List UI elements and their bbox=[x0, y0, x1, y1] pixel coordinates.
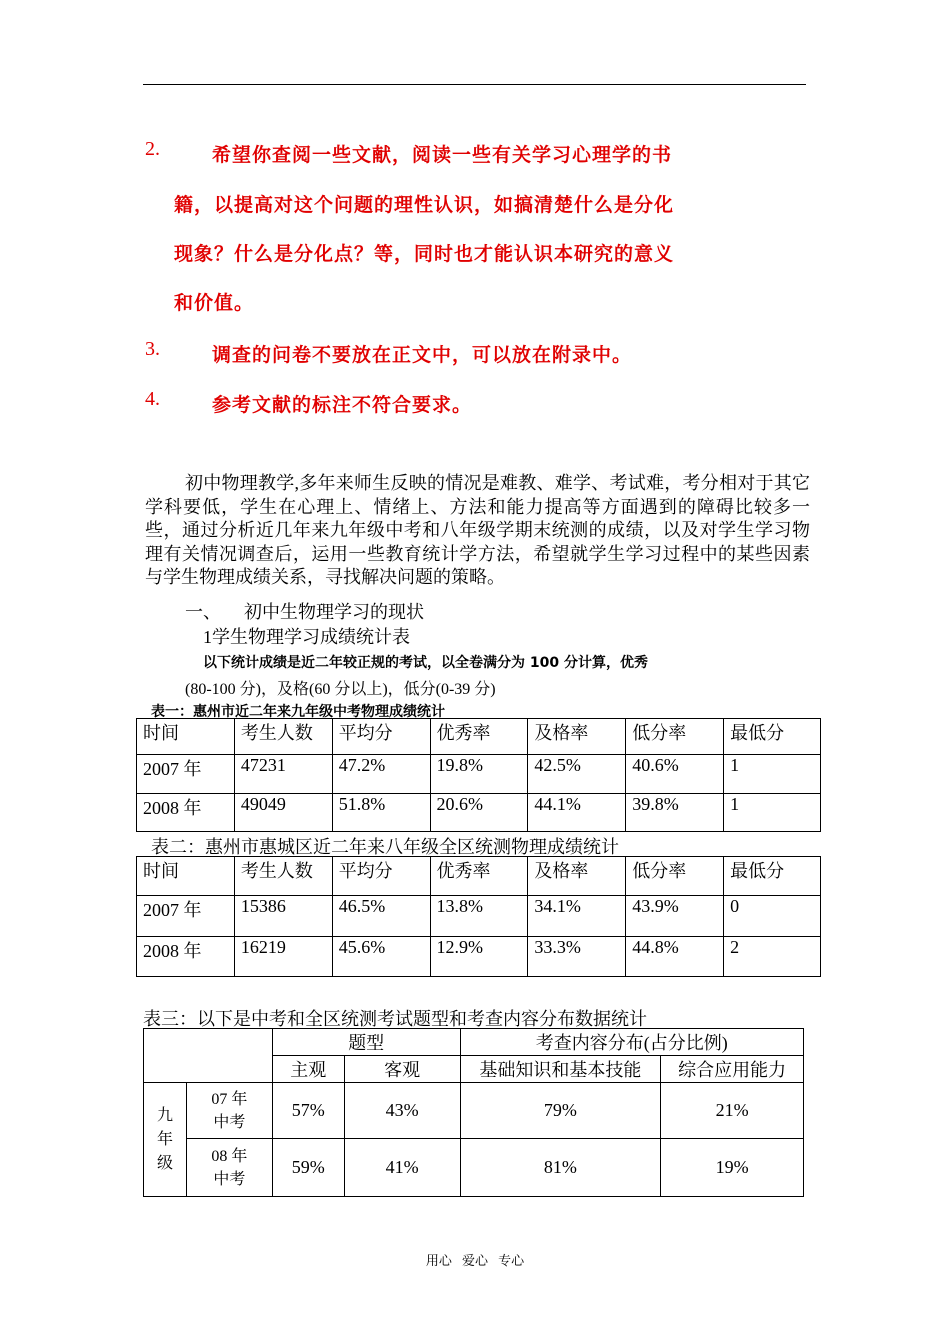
table-1-caption: 表一：惠州市近二年来九年级中考物理成绩统计 bbox=[151, 704, 445, 720]
table-1 bbox=[136, 718, 821, 832]
comment-2-number: 2. bbox=[145, 138, 160, 160]
table-2 bbox=[136, 856, 821, 977]
table-cell: 19.8% bbox=[430, 755, 528, 794]
table-cell: 20.6% bbox=[430, 794, 528, 832]
table-cell: 2007 年 bbox=[137, 896, 235, 937]
table-cell: 45.6% bbox=[332, 937, 430, 977]
table-3-group-type: 题型 bbox=[272, 1029, 460, 1056]
table-3-caption: 表三：以下是中考和全区统测考试题型和考查内容分布数据统计 bbox=[143, 1009, 647, 1029]
table-cell: 43% bbox=[344, 1083, 460, 1139]
comment-3-line-1: 调查的问卷不要放在正文中，可以放在附录中。 bbox=[212, 344, 633, 366]
comment-2-line-2: 籍，以提高对这个问题的理性认识，如搞清楚什么是分化 bbox=[174, 194, 675, 216]
subsection-heading: 1学生物理学习成绩统计表 bbox=[203, 627, 410, 647]
table-cell: 46.5% bbox=[332, 896, 430, 937]
table-cell: 49049 bbox=[234, 794, 332, 832]
table-3-sub-header: 综合应用能力 bbox=[661, 1056, 804, 1083]
table-cell: 57% bbox=[272, 1083, 344, 1139]
comment-2-line-1: 希望你查阅一些文献，阅读一些有关学习心理学的书 bbox=[212, 144, 673, 166]
comment-4-line-1: 参考文献的标注不符合要求。 bbox=[212, 394, 473, 416]
table-cell: 19% bbox=[661, 1139, 804, 1197]
table-1-header-row bbox=[137, 719, 821, 755]
table-1-header: 优秀率 bbox=[430, 719, 528, 755]
table-1-header: 时间 bbox=[137, 719, 235, 755]
table-3-corner bbox=[144, 1029, 273, 1083]
comment-2-line-3: 现象？什么是分化点？等，同时也才能认识本研究的意义 bbox=[174, 243, 675, 265]
table-cell: 13.8% bbox=[430, 896, 528, 937]
table-3-exam-cell bbox=[186, 1083, 272, 1139]
table-cell: 15386 bbox=[234, 896, 332, 937]
table-cell: 81% bbox=[460, 1139, 661, 1197]
table-1-header: 平均分 bbox=[332, 719, 430, 755]
table-3-sub-header: 主观 bbox=[272, 1056, 344, 1083]
table-cell: 2 bbox=[724, 937, 821, 977]
table-2-header: 低分率 bbox=[626, 857, 724, 896]
table-cell: 12.9% bbox=[430, 937, 528, 977]
table-cell: 79% bbox=[460, 1083, 661, 1139]
table-3-exam-type: 中考 bbox=[213, 1170, 246, 1188]
table-cell: 51.8% bbox=[332, 794, 430, 832]
table-1-header: 低分率 bbox=[626, 719, 724, 755]
table-cell: 44.1% bbox=[528, 794, 626, 832]
section-1-number: 一、 bbox=[185, 602, 221, 622]
table-2-header: 考生人数 bbox=[234, 857, 332, 896]
table-3-exam-cell bbox=[186, 1139, 272, 1197]
table-cell: 34.1% bbox=[528, 896, 626, 937]
table-3-group-content: 考查内容分布(占分比例) bbox=[460, 1029, 803, 1056]
table-cell: 0 bbox=[724, 896, 821, 937]
table-cell: 16219 bbox=[234, 937, 332, 977]
table-2-header: 及格率 bbox=[528, 857, 626, 896]
table-cell: 21% bbox=[661, 1083, 804, 1139]
table-row bbox=[137, 755, 821, 794]
table-cell: 2008 年 bbox=[137, 794, 235, 832]
section-1-heading: 初中生物理学习的现状 bbox=[244, 602, 424, 622]
table-cell: 59% bbox=[272, 1139, 344, 1197]
header-rule bbox=[143, 84, 806, 85]
comment-2-line-4: 和价值。 bbox=[174, 292, 255, 314]
table-cell: 43.9% bbox=[626, 896, 724, 937]
table-row bbox=[137, 794, 821, 832]
table-cell: 1 bbox=[724, 755, 821, 794]
comment-3-number: 3. bbox=[145, 338, 160, 360]
table-2-header: 优秀率 bbox=[430, 857, 528, 896]
table-2-caption: 表二：惠州市惠城区近二年来八年级全区统测物理成绩统计 bbox=[151, 837, 619, 857]
table-cell: 2007 年 bbox=[137, 755, 235, 794]
table-1-header: 考生人数 bbox=[234, 719, 332, 755]
note-line-1: 以下统计成绩是近二年较正规的考试，以全卷满分为 100 分计算，优秀 bbox=[203, 655, 648, 671]
intro-paragraph: 初中物理教学,多年来师生反映的情况是难教、难学、考试难，考分相对于其它学科要低，学生在心理上、情绪上、方法和能力提高等方面遇到的障碍比较多一些，通过分析近几年来九年级中考和八年级学期末统测的成绩，以及对学生学习物理有关情况调查后，运用一些教育统计学方法，希望就学生学习过程中的某些因素与学生物理成绩关系，寻找解决问题的策略。 bbox=[145, 473, 810, 587]
table-2-header: 最低分 bbox=[724, 857, 821, 896]
table-cell: 40.6% bbox=[626, 755, 724, 794]
table-3-group-row bbox=[144, 1029, 804, 1056]
table-cell: 47.2% bbox=[332, 755, 430, 794]
table-row bbox=[137, 896, 821, 937]
table-cell: 47231 bbox=[234, 755, 332, 794]
table-3-grade-cell: 九年级 bbox=[144, 1083, 187, 1197]
table-3-exam-year: 07 年 bbox=[211, 1090, 248, 1108]
table-cell: 42.5% bbox=[528, 755, 626, 794]
table-cell: 39.8% bbox=[626, 794, 724, 832]
table-cell: 1 bbox=[724, 794, 821, 832]
table-row bbox=[144, 1083, 804, 1139]
table-cell: 41% bbox=[344, 1139, 460, 1197]
table-1-header: 最低分 bbox=[724, 719, 821, 755]
table-3-exam-year: 08 年 bbox=[211, 1147, 248, 1165]
table-cell: 2008 年 bbox=[137, 937, 235, 977]
table-1-header: 及格率 bbox=[528, 719, 626, 755]
table-2-header: 平均分 bbox=[332, 857, 430, 896]
table-3 bbox=[143, 1028, 804, 1197]
table-3-sub-header: 基础知识和基本技能 bbox=[460, 1056, 661, 1083]
table-2-header: 时间 bbox=[137, 857, 235, 896]
table-row bbox=[144, 1139, 804, 1197]
note-line-2: (80-100 分)，及格(60 分以上)，低分(0-39 分) bbox=[185, 681, 496, 698]
comment-4-number: 4. bbox=[145, 388, 160, 410]
table-row bbox=[137, 937, 821, 977]
page-footer: 用心 爱心 专心 bbox=[425, 1254, 525, 1269]
table-3-sub-header: 客观 bbox=[344, 1056, 460, 1083]
table-3-exam-type: 中考 bbox=[213, 1113, 246, 1131]
table-cell: 44.8% bbox=[626, 937, 724, 977]
table-cell: 33.3% bbox=[528, 937, 626, 977]
table-2-header-row bbox=[137, 857, 821, 896]
